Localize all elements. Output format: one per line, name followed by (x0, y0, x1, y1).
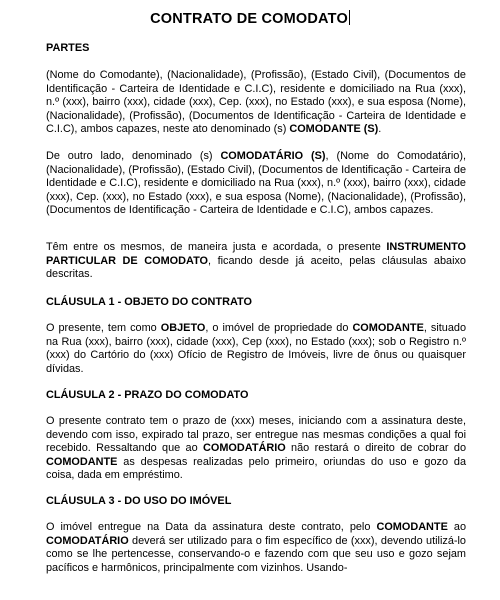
paragraph-text: não restará o direito de cobrar do (285, 442, 467, 455)
paragraph-text: . (378, 123, 382, 136)
bold-term: OBJETO (160, 322, 206, 334)
paragraph-text: , ficando desde já aceito, pelas cláusulas abaixo descritas. (46, 254, 466, 281)
paragraph-comodante (46, 69, 466, 137)
clause-2-paragraph (46, 415, 466, 483)
paragraph-text: (Nome do Comodante), (Nacionalidade), (Profissão), (Estado Civil), (Documentos de Identificação - Carteira de Identidade e C.I.C), residente e domiciliado na Rua (xxx), n.º (xxx), bairro (xxx), cidade (xxx), Cep. (xxx), no Estado (xxx), e sua esposa (Nome), (Nacionalidade), (Profissão), (Documentos de Identificação - Carteira de Identidade e C.I.C), ambos capazes, neste ato denominado (s) (46, 69, 466, 136)
clause-1-heading: CLÁUSULA 1 - OBJETO DO CONTRATO (46, 296, 252, 308)
bold-term: COMODANTE (46, 455, 118, 468)
clause-1-paragraph (46, 322, 466, 376)
clause-2-heading: CLÁUSULA 2 - PRAZO DO COMODATO (46, 389, 249, 401)
paragraph-text: as despesas realizadas pelo primeiro, oriundas do uso e gozo da coisa, dada em empréstimo. (46, 455, 466, 482)
paragraph-instrumento (46, 241, 466, 282)
text-cursor (349, 10, 350, 25)
title-text: CONTRATO DE COMODATO (150, 11, 348, 27)
paragraph-text: , o imóvel de propriedade do (205, 322, 353, 334)
paragraph-text: O imóvel entregue na Data da assinatura deste contrato, pelo (46, 521, 377, 533)
paragraph-text: De outro lado, denominado (s) (46, 150, 221, 162)
bold-term: COMODANTE (S) (289, 123, 379, 136)
paragraph-text: O presente contrato tem o prazo de (xxx) meses, iniciando com a assinatura deste, devendo com isso, expirado tal prazo, ser entregue nas mesmas condições a qual foi recebido. Ressaltando que ao (46, 415, 466, 455)
paragraph-text: deverá ser utilizado para o fim específico de (xxx), devendo utilizá-lo como se lhe pertencesse, conservando-o e fazendo com que seu uso e gozo sejam pacíficos e harmônicos, principalmente com vizinhos. Usando- (46, 534, 466, 574)
document-title (0, 10, 500, 28)
bold-term: INSTRUMENTO PARTICULAR DE COMODATO (46, 241, 466, 267)
clause-3-heading: CLÁUSULA 3 - DO USO DO IMÓVEL (46, 495, 232, 507)
bold-term: COMODATÁRIO (46, 534, 129, 547)
section-heading-partes: PARTES (46, 42, 90, 54)
paragraph-text: O presente, tem como (46, 322, 161, 334)
paragraph-text: , (Nome do Comodatário), (Nacionalidade), (Profissão), (Estado Civil), (Documentos de Identificação - Carteira de Identidade e C.I.C), residente e domiciliado na Rua (xxx), n.º (xxx), bairro (xxx), cidade (xxx), Cep. (xxx), no Estado (xxx), e sua esposa (Nome), (Nacionalidade), (Profissão), (Documentos de Identificação - Carteira de Identidade e C.I.C), ambos capazes. (46, 150, 467, 217)
bold-term: COMODATÁRIO (S) (220, 150, 326, 162)
paragraph-text: Têm entre os mesmos, de maneira justa e acordada, o presente (46, 241, 387, 253)
paragraph-comodatario (46, 150, 466, 218)
bold-term: COMODANTE (376, 521, 448, 533)
paragraph-text: , situado na Rua (xxx), bairro (xxx), cidade (xxx), Cep (xxx), no Estado (xxx); sob o Registro n.º (xxx) do Cartório do (xxx) Ofício de Registro de Imóveis, livre de ônus ou quaisquer dívidas. (46, 322, 466, 375)
clause-3-paragraph (46, 521, 466, 575)
paragraph-text: ao (447, 521, 467, 533)
bold-term: COMODATÁRIO (203, 442, 286, 455)
bold-term: COMODANTE (352, 322, 424, 334)
